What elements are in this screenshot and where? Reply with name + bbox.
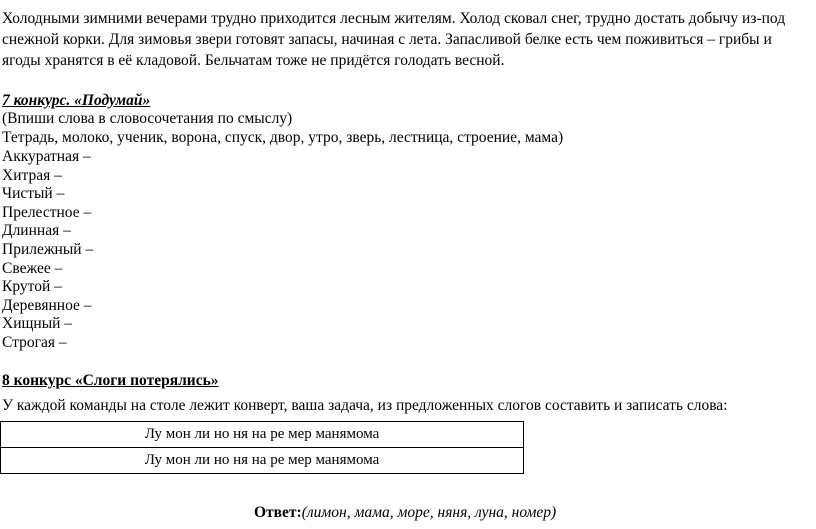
adjective-item: Строгая – [2,333,67,351]
answer-label: Ответ: [254,504,302,521]
syllables-cell: Лу мон ли но ня на ре мер манямома [1,448,524,474]
adjective-item: Свежее – [2,259,63,277]
adjective-list [2,148,93,353]
syllables-table [0,421,524,474]
adjective-item: Аккуратная – [2,148,91,165]
adjective-item: Хищный – [2,315,73,333]
adjective-item: Чистый – [2,185,65,203]
table-row [1,448,524,474]
adjective-item: Прилежный – [2,240,94,258]
answer-text: (лимон, мама, море, няня, луна, номер) [301,504,557,521]
contest7-heading: 7 конкурс. «Подумай» [2,92,151,109]
contest7-instruction: (Впиши слова в словосочетания по смыслу) [2,110,293,127]
adjective-item: Прелестное – [2,203,92,221]
adjective-item: Хитрая – [2,166,62,184]
contest8-heading: 8 конкурс «Слоги потерялись» [2,372,219,389]
contest7-words: Тетрадь, молоко, ученик, ворона, спуск, двор, утро, зверь, лестница, строение, мама) [2,129,564,146]
contest8-task: У каждой команды на столе лежит конверт, ваша задача, из предложенных слогов составить и записать слова: [2,397,728,414]
answer-line [254,504,556,522]
intro-paragraph: Холодными зимними вечерами трудно приходится лесным жителям. Холод сковал снег, трудно достать добычу из-под снежной корки. Для зимовья звери готовят запасы, начиная с лета. Запасливой белке есть чем поживиться – грибы и ягоды хранятся в её кладовой. Бельчатам тоже не придётся голодать весной. [2,10,786,69]
adjective-item: Длинная – [2,222,71,240]
table-row [1,422,524,448]
adjective-item: Деревянное – [2,296,92,314]
syllables-cell: Лу мон ли но ня на ре мер манямома [1,422,524,448]
adjective-item: Крутой – [2,278,62,296]
